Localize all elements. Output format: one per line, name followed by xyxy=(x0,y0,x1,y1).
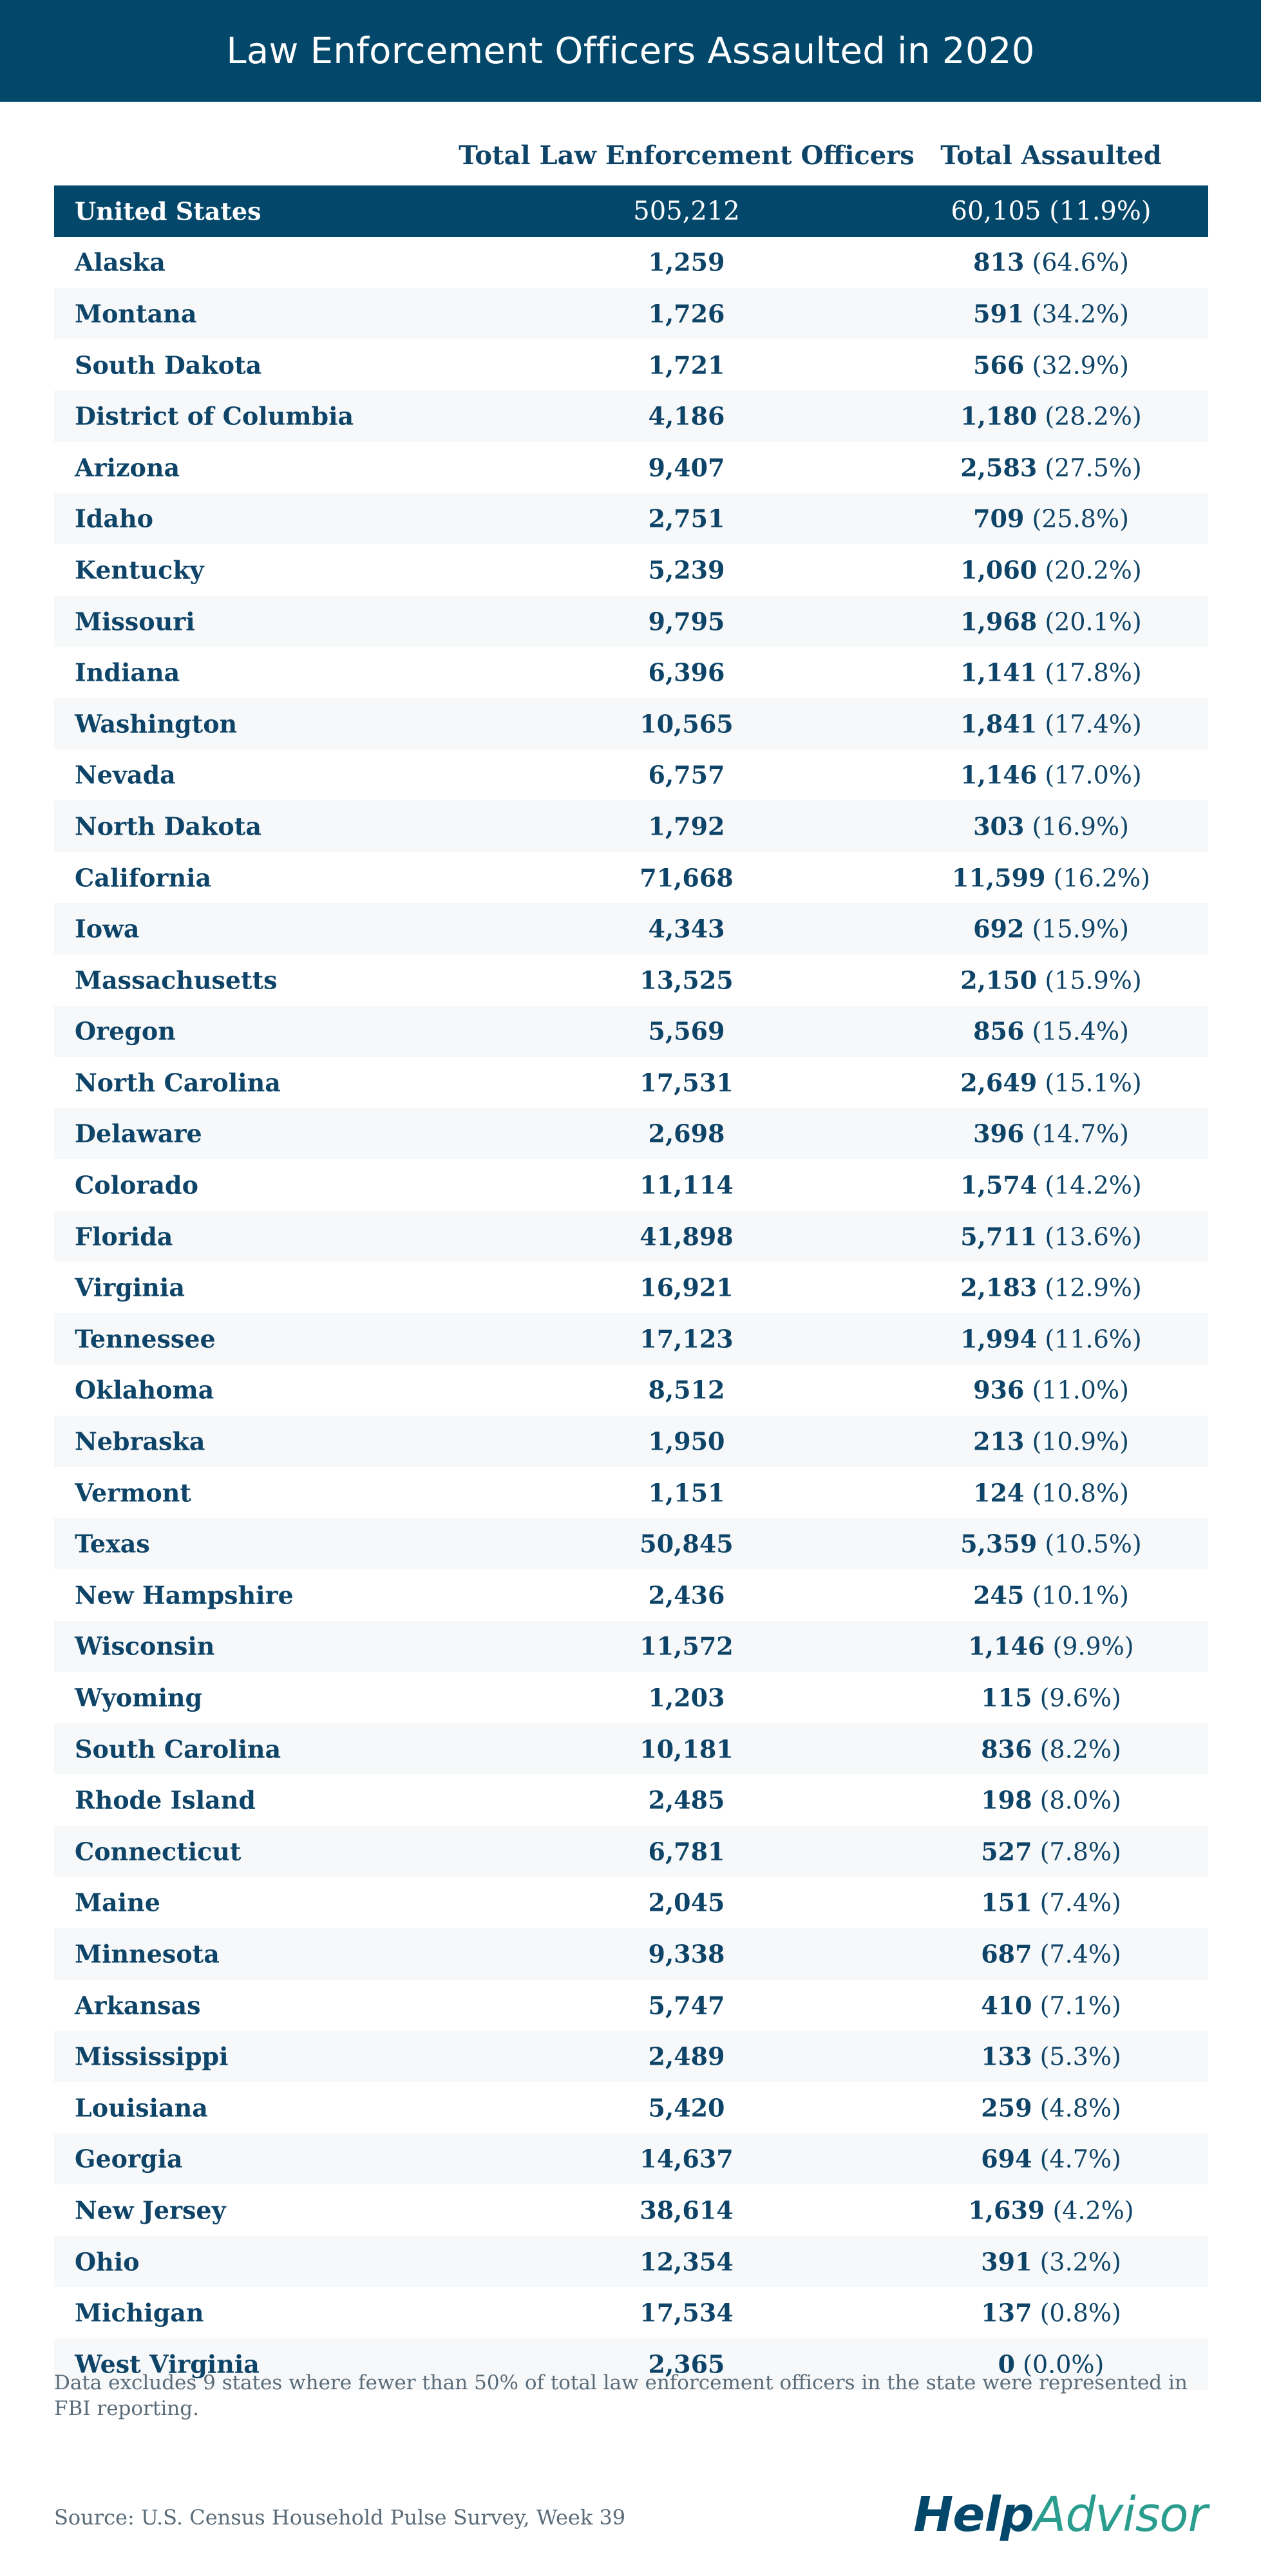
assaulted-value: 1,639 xyxy=(968,2195,1045,2225)
table-row xyxy=(54,647,1208,698)
assaulted-value: 1,994 xyxy=(960,1324,1038,1354)
assaulted-cell xyxy=(981,1786,1121,1815)
officers-value: 17,531 xyxy=(640,1068,734,1097)
table-row xyxy=(54,2184,1208,2236)
officers-value: 2,489 xyxy=(648,2041,725,2071)
table-row xyxy=(54,1108,1208,1160)
table-row xyxy=(54,1672,1208,1723)
officers-value: 41,898 xyxy=(640,1222,734,1251)
assaulted-cell xyxy=(973,1017,1129,1046)
state-name: Nevada xyxy=(75,760,176,790)
assaulted-cell xyxy=(973,811,1129,840)
assaulted-value: 410 xyxy=(981,1991,1032,2020)
assaulted-cell xyxy=(960,1324,1141,1353)
table-row xyxy=(54,1057,1208,1108)
state-name: Massachusetts xyxy=(75,965,278,995)
state-name: Wisconsin xyxy=(75,1631,215,1661)
table-row xyxy=(54,954,1208,1006)
state-name: Ohio xyxy=(75,2247,140,2277)
table-row xyxy=(54,1621,1208,1672)
assaulted-value: 709 xyxy=(973,504,1025,533)
source-text: Source: U.S. Census Household Pulse Survey, Week 39 xyxy=(54,2505,626,2530)
assaulted-cell xyxy=(973,248,1129,277)
table-row xyxy=(54,1980,1208,2031)
state-name: Delaware xyxy=(75,1119,202,1148)
state-name: South Dakota xyxy=(75,350,262,380)
assaulted-value: 836 xyxy=(981,1734,1032,1764)
assaulted-cell xyxy=(951,196,1152,226)
assaulted-cell xyxy=(981,2042,1121,2071)
state-name: New Jersey xyxy=(75,2195,226,2225)
table-row xyxy=(54,1826,1208,1877)
table-row xyxy=(54,390,1208,442)
assaulted-cell xyxy=(973,299,1129,328)
table-row xyxy=(54,1928,1208,1980)
assaulted-cell xyxy=(960,1530,1141,1558)
assaulted-cell xyxy=(981,1939,1121,1968)
officers-value: 2,436 xyxy=(648,1580,725,1610)
assaulted-percent: (7.4%) xyxy=(1039,1888,1121,1917)
table-row xyxy=(54,1159,1208,1211)
state-name: North Dakota xyxy=(75,811,261,841)
assaulted-percent: (28.2%) xyxy=(1045,402,1142,431)
state-name: South Carolina xyxy=(75,1734,281,1764)
table-row xyxy=(54,903,1208,954)
assaulted-percent: (0.8%) xyxy=(1039,2298,1121,2327)
state-name: New Hampshire xyxy=(75,1580,294,1610)
state-name: United States xyxy=(75,196,261,226)
assaulted-value: 396 xyxy=(973,1119,1025,1148)
assaulted-value: 1,146 xyxy=(960,760,1038,790)
assaulted-percent: (10.1%) xyxy=(1032,1581,1129,1610)
assaulted-percent: (17.0%) xyxy=(1045,761,1142,790)
assaulted-percent: (3.2%) xyxy=(1039,2248,1121,2277)
brand-part2: Advisor xyxy=(1033,2487,1207,2543)
table-row xyxy=(54,237,1208,289)
assaulted-cell xyxy=(973,350,1129,379)
officers-value: 1,726 xyxy=(648,299,725,328)
assaulted-value: 1,146 xyxy=(968,1631,1045,1661)
assaulted-cell xyxy=(981,1734,1121,1763)
assaulted-percent: (25.8%) xyxy=(1032,504,1129,533)
assaulted-percent: (15.1%) xyxy=(1045,1068,1142,1097)
state-name: Arkansas xyxy=(75,1991,201,2020)
assaulted-percent: (11.0%) xyxy=(1032,1376,1129,1405)
officers-value: 505,212 xyxy=(633,196,740,226)
assaulted-cell xyxy=(960,709,1141,738)
officers-value: 10,181 xyxy=(640,1734,734,1764)
table-row xyxy=(54,2236,1208,2287)
table-row xyxy=(54,2287,1208,2338)
assaulted-percent: (14.7%) xyxy=(1032,1119,1129,1148)
assaulted-value: 391 xyxy=(981,2247,1032,2277)
assaulted-value: 259 xyxy=(981,2093,1032,2123)
table-row xyxy=(54,2134,1208,2185)
state-name: Kentucky xyxy=(75,555,204,585)
officers-value: 11,114 xyxy=(640,1170,734,1200)
table-row-total xyxy=(54,185,1208,237)
assaulted-percent: (13.6%) xyxy=(1045,1222,1142,1251)
state-name: California xyxy=(75,863,212,893)
assaulted-value: 566 xyxy=(973,350,1025,380)
assaulted-cell xyxy=(981,2093,1121,2122)
table-row xyxy=(54,2082,1208,2134)
officers-value: 1,792 xyxy=(648,811,725,841)
state-name: Rhode Island xyxy=(75,1785,256,1815)
assaulted-percent: (8.2%) xyxy=(1039,1735,1121,1764)
officers-value: 1,950 xyxy=(648,1426,725,1456)
assaulted-value: 692 xyxy=(973,914,1025,943)
officers-value: 5,569 xyxy=(648,1016,725,1046)
state-name: Wyoming xyxy=(75,1683,203,1712)
assaulted-value: 1,968 xyxy=(960,607,1038,636)
assaulted-cell xyxy=(960,658,1141,687)
assaulted-cell xyxy=(960,555,1141,584)
assaulted-percent: (64.6%) xyxy=(1032,248,1129,277)
assaulted-cell xyxy=(973,1376,1129,1405)
table-row xyxy=(54,1262,1208,1313)
assaulted-cell xyxy=(973,1427,1129,1456)
state-name: District of Columbia xyxy=(75,401,354,431)
officers-value: 71,668 xyxy=(640,863,734,893)
state-name: Georgia xyxy=(75,2144,183,2174)
footnote: Data excludes 9 states where fewer than 50% of total law enforcement officers in the state were represented in FBI reporting. xyxy=(54,2371,1188,2420)
assaulted-percent: (27.5%) xyxy=(1045,453,1142,482)
table-row xyxy=(54,442,1208,493)
assaulted-cell xyxy=(968,2195,1133,2224)
assaulted-percent: (15.9%) xyxy=(1045,966,1142,995)
assaulted-value: 694 xyxy=(981,2144,1032,2174)
officers-value: 8,512 xyxy=(648,1375,725,1405)
assaulted-value: 2,150 xyxy=(960,965,1038,995)
assaulted-cell xyxy=(968,1632,1133,1661)
assaulted-percent: (10.9%) xyxy=(1032,1427,1129,1456)
assaulted-value: 1,574 xyxy=(960,1170,1038,1200)
table-row xyxy=(54,1518,1208,1569)
state-name: Alaska xyxy=(75,247,166,277)
assaulted-cell xyxy=(981,1683,1121,1712)
assaulted-cell xyxy=(973,1119,1129,1148)
table-row xyxy=(54,852,1208,904)
assaulted-value: 124 xyxy=(973,1478,1025,1508)
assaulted-value: 936 xyxy=(973,1375,1025,1405)
officers-value: 1,151 xyxy=(648,1478,725,1508)
table-row xyxy=(54,1467,1208,1519)
state-name: Michigan xyxy=(75,2298,204,2327)
assaulted-cell xyxy=(960,965,1141,994)
assaulted-cell xyxy=(981,2298,1121,2327)
officers-value: 2,045 xyxy=(648,1888,725,1917)
state-name: Connecticut xyxy=(75,1837,242,1866)
table-row xyxy=(54,1313,1208,1365)
assaulted-percent: (15.9%) xyxy=(1032,914,1129,943)
assaulted-percent: (20.1%) xyxy=(1045,607,1142,636)
table-row xyxy=(54,1365,1208,1416)
state-name: North Carolina xyxy=(75,1068,281,1097)
assaulted-value: 5,359 xyxy=(960,1529,1038,1558)
officers-value: 5,747 xyxy=(648,1991,725,2020)
assaulted-cell xyxy=(952,863,1150,892)
title-bar xyxy=(0,0,1261,102)
assaulted-value: 813 xyxy=(973,247,1025,277)
table-row xyxy=(54,596,1208,647)
assaulted-percent: (9.9%) xyxy=(1052,1632,1134,1661)
table-row xyxy=(54,2031,1208,2082)
assaulted-percent: (11.9%) xyxy=(1049,196,1152,226)
assaulted-value: 856 xyxy=(973,1016,1025,1046)
assaulted-percent: (34.2%) xyxy=(1032,299,1129,328)
table-row xyxy=(54,1211,1208,1262)
officers-value: 1,203 xyxy=(648,1683,725,1712)
data-table xyxy=(54,185,1208,2390)
assaulted-cell xyxy=(973,1478,1129,1507)
assaulted-value: 198 xyxy=(981,1785,1032,1815)
assaulted-value: 213 xyxy=(973,1426,1025,1456)
assaulted-cell xyxy=(960,402,1141,431)
assaulted-cell xyxy=(960,607,1141,636)
officers-value: 10,565 xyxy=(640,709,734,739)
assaulted-value: 591 xyxy=(973,299,1025,328)
state-name: Mississippi xyxy=(75,2041,229,2071)
table-row xyxy=(54,544,1208,596)
state-name: Virginia xyxy=(75,1273,185,1302)
state-name: Nebraska xyxy=(75,1426,205,1456)
officers-value: 9,338 xyxy=(648,1939,725,1969)
table-row xyxy=(54,750,1208,801)
assaulted-value: 1,060 xyxy=(960,555,1038,585)
assaulted-percent: (10.5%) xyxy=(1045,1530,1142,1558)
assaulted-percent: (7.1%) xyxy=(1039,1991,1121,2020)
officers-value: 11,572 xyxy=(640,1631,734,1661)
officers-value: 50,845 xyxy=(640,1529,734,1558)
assaulted-cell xyxy=(973,504,1129,533)
assaulted-percent: (0.0%) xyxy=(1023,2350,1105,2379)
officers-value: 17,534 xyxy=(640,2298,734,2327)
state-name: Washington xyxy=(75,709,238,739)
assaulted-percent: (16.9%) xyxy=(1032,812,1129,841)
officers-value: 6,781 xyxy=(648,1837,725,1866)
assaulted-cell xyxy=(960,1273,1141,1302)
assaulted-cell xyxy=(960,1222,1141,1251)
assaulted-cell xyxy=(981,1991,1121,2020)
assaulted-cell xyxy=(981,2247,1121,2276)
table-row xyxy=(54,339,1208,391)
officers-value: 1,259 xyxy=(648,247,725,277)
assaulted-value: 687 xyxy=(981,1939,1032,1969)
state-name: Louisiana xyxy=(75,2093,208,2123)
state-name: West Virginia xyxy=(75,2349,260,2379)
assaulted-cell xyxy=(960,1068,1141,1097)
assaulted-percent: (8.0%) xyxy=(1039,1786,1121,1815)
state-name: Iowa xyxy=(75,914,140,943)
officers-value: 5,420 xyxy=(648,2093,725,2123)
table-row xyxy=(54,1877,1208,1929)
assaulted-value: 133 xyxy=(981,2041,1032,2071)
assaulted-value: 245 xyxy=(973,1580,1025,1610)
assaulted-percent: (5.3%) xyxy=(1039,2042,1121,2071)
state-name: Oklahoma xyxy=(75,1375,214,1405)
officers-value: 9,407 xyxy=(648,453,725,482)
assaulted-value: 0 xyxy=(998,2349,1016,2379)
officers-value: 2,365 xyxy=(648,2349,725,2379)
assaulted-value: 2,183 xyxy=(960,1273,1038,1302)
table-row xyxy=(54,1774,1208,1826)
officers-value: 17,123 xyxy=(640,1324,734,1354)
assaulted-value: 137 xyxy=(981,2298,1032,2327)
state-name: Arizona xyxy=(75,453,180,482)
state-name: Florida xyxy=(75,1222,173,1251)
state-name: Maine xyxy=(75,1888,160,1917)
officers-value: 5,239 xyxy=(648,555,725,585)
assaulted-percent: (7.8%) xyxy=(1039,1837,1121,1866)
table-row xyxy=(54,288,1208,339)
officers-value: 2,698 xyxy=(648,1119,725,1148)
assaulted-percent: (20.2%) xyxy=(1045,556,1142,585)
state-name: Oregon xyxy=(75,1016,176,1046)
assaulted-value: 5,711 xyxy=(960,1222,1038,1251)
assaulted-cell xyxy=(960,761,1141,790)
officers-value: 14,637 xyxy=(640,2144,734,2174)
assaulted-value: 303 xyxy=(973,811,1025,841)
brand-part1: Help xyxy=(913,2487,1034,2543)
assaulted-percent: (16.2%) xyxy=(1053,864,1150,893)
officers-value: 1,721 xyxy=(648,350,725,380)
assaulted-percent: (15.4%) xyxy=(1032,1017,1129,1046)
officers-value: 9,795 xyxy=(648,607,725,636)
assaulted-value: 527 xyxy=(981,1837,1032,1866)
column-header-officers: Total Law Enforcement Officers xyxy=(459,140,915,171)
assaulted-percent: (17.4%) xyxy=(1045,710,1142,739)
assaulted-value: 2,649 xyxy=(960,1068,1038,1097)
state-name: Montana xyxy=(75,299,197,328)
assaulted-percent: (14.2%) xyxy=(1045,1171,1142,1200)
assaulted-value: 2,583 xyxy=(960,453,1038,482)
assaulted-percent: (7.4%) xyxy=(1039,1940,1121,1969)
table-row xyxy=(54,1416,1208,1467)
assaulted-value: 115 xyxy=(981,1683,1032,1712)
assaulted-percent: (10.8%) xyxy=(1032,1479,1129,1508)
assaulted-value: 60,105 xyxy=(951,196,1041,226)
state-name: Indiana xyxy=(75,658,180,687)
table-row xyxy=(54,800,1208,852)
table-row xyxy=(54,493,1208,545)
table-row xyxy=(54,1006,1208,1057)
officers-value: 2,751 xyxy=(648,504,725,533)
brand-logo xyxy=(913,2487,1207,2543)
column-header-assaulted: Total Assaulted xyxy=(940,140,1162,171)
state-name: Idaho xyxy=(75,504,153,533)
assaulted-cell xyxy=(981,1837,1121,1866)
state-name: Tennessee xyxy=(75,1324,216,1354)
officers-value: 2,485 xyxy=(648,1785,725,1815)
assaulted-percent: (4.7%) xyxy=(1039,2145,1121,2174)
state-name: Texas xyxy=(75,1529,150,1558)
column-headers xyxy=(54,129,1208,184)
assaulted-percent: (12.9%) xyxy=(1045,1273,1142,1302)
officers-value: 12,354 xyxy=(640,2247,734,2277)
assaulted-percent: (9.6%) xyxy=(1039,1683,1121,1712)
assaulted-value: 1,180 xyxy=(960,401,1038,431)
officers-value: 6,396 xyxy=(648,658,725,687)
officers-value: 13,525 xyxy=(640,965,734,995)
assaulted-cell xyxy=(981,2145,1121,2174)
assaulted-value: 1,841 xyxy=(960,709,1038,739)
state-name: Colorado xyxy=(75,1170,198,1200)
assaulted-value: 1,141 xyxy=(960,658,1038,687)
state-name: Vermont xyxy=(75,1478,191,1508)
officers-value: 4,186 xyxy=(648,401,725,431)
assaulted-cell xyxy=(981,1888,1121,1917)
state-name: Minnesota xyxy=(75,1939,220,1969)
assaulted-percent: (4.2%) xyxy=(1052,2196,1134,2225)
assaulted-cell xyxy=(973,914,1129,943)
state-name: Missouri xyxy=(75,607,195,636)
table-row xyxy=(54,1723,1208,1775)
assaulted-percent: (11.6%) xyxy=(1045,1325,1142,1354)
assaulted-value: 151 xyxy=(981,1888,1032,1917)
table-row xyxy=(54,1569,1208,1621)
officers-value: 38,614 xyxy=(640,2195,734,2225)
assaulted-value: 11,599 xyxy=(952,863,1046,893)
officers-value: 16,921 xyxy=(640,1273,734,1302)
assaulted-percent: (17.8%) xyxy=(1045,658,1142,687)
assaulted-cell xyxy=(973,1580,1129,1609)
officers-value: 6,757 xyxy=(648,760,725,790)
assaulted-percent: (32.9%) xyxy=(1032,351,1129,380)
chart-title: Law Enforcement Officers Assaulted in 2020 xyxy=(226,30,1035,72)
assaulted-cell xyxy=(960,453,1141,482)
assaulted-cell xyxy=(960,1171,1141,1200)
officers-value: 4,343 xyxy=(648,914,725,943)
table-row xyxy=(54,698,1208,750)
assaulted-percent: (4.8%) xyxy=(1039,2094,1121,2123)
